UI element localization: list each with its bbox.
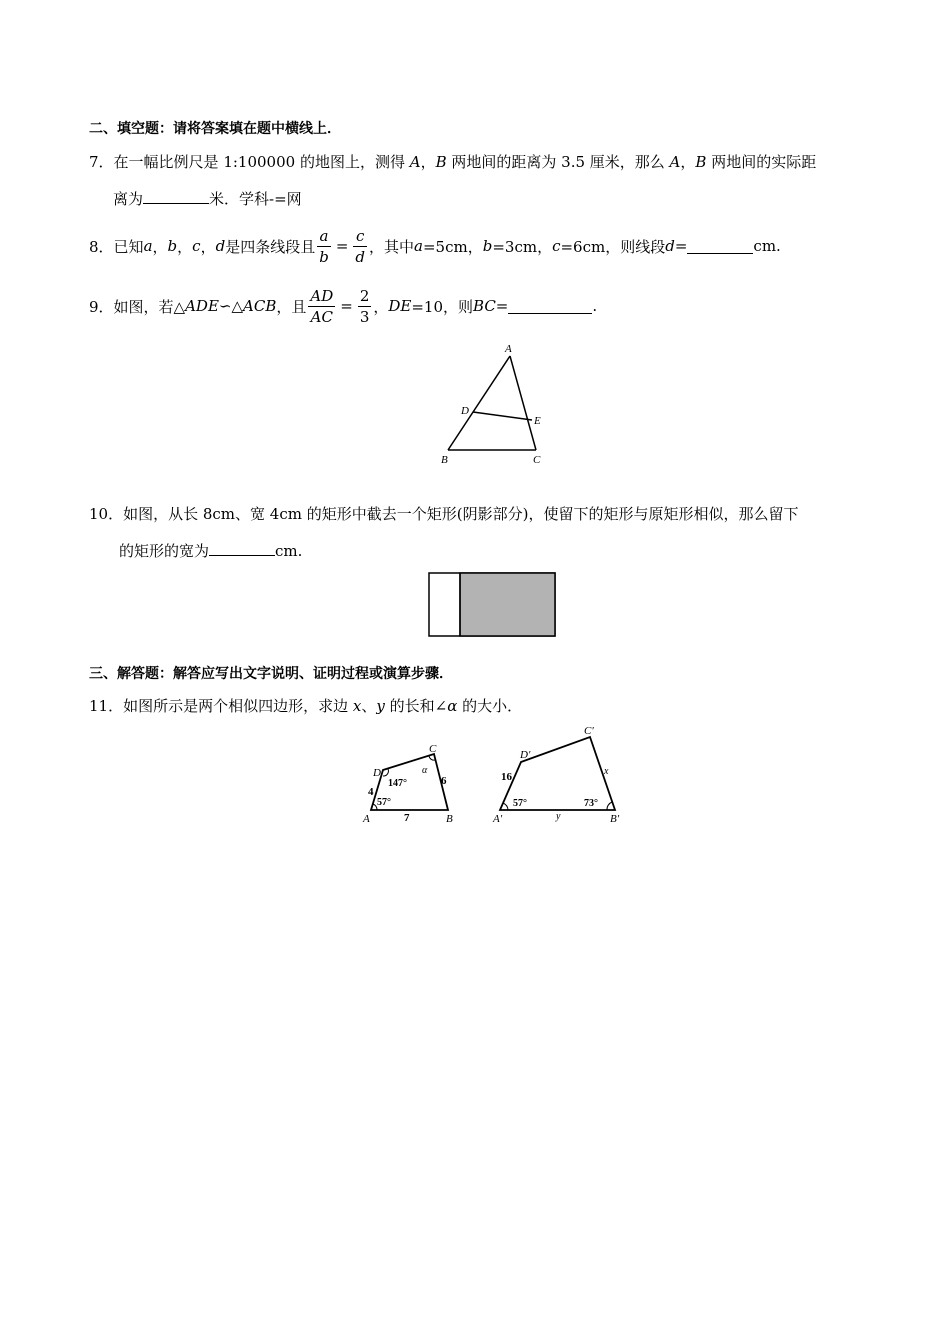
- side-7: 7: [404, 812, 410, 824]
- question-8: 8． 已知 a ， b ， c ， d 是四条线段且 $\frac{a}{b}$ = $\frac{c}{d}$ ，其中 a =5cm， b =3cm， c =6cm，则线段 d = cm.: [89, 226, 781, 266]
- quadrilateral-abcd: [362, 743, 453, 825]
- triangle-figure: [430, 338, 560, 470]
- question-7-line-2: 离为 米．学科-=网: [113, 190, 302, 208]
- answer-blank[interactable]: [209, 541, 275, 556]
- angle-alpha: α: [422, 765, 428, 776]
- question-number: 10．: [89, 505, 124, 523]
- section-3-heading: 三、解答题：解答应写出文字说明、证明过程或演算步骤．: [89, 666, 453, 682]
- question-9: 9． 如图，若△ ADE ∽△ ACB ，且 $\frac{AD}{AC}$ = $\frac{2}{3}$ ， DE =10，则 BC = .: [89, 286, 598, 326]
- label-b: B: [446, 813, 453, 825]
- answer-blank[interactable]: [508, 299, 592, 314]
- question-10-line-2: 的矩形的宽为 cm.: [119, 542, 303, 560]
- label-e: E: [534, 415, 541, 427]
- question-number: 8．: [89, 237, 114, 256]
- label-c: C: [429, 743, 437, 755]
- side-y: y: [556, 811, 561, 822]
- answer-blank[interactable]: [143, 189, 209, 204]
- label-a: A: [505, 343, 512, 355]
- side-x: x: [604, 766, 609, 777]
- side-6: 6: [441, 775, 447, 787]
- side-16: 16: [501, 771, 512, 783]
- fraction-ad-over-ac: $\frac{AD}{AC}$: [310, 286, 334, 326]
- rectangle-figure: [426, 571, 558, 639]
- label-b: B: [441, 454, 448, 466]
- quadrilateral-a-prime-b-prime-c-prime-d-prime: [492, 725, 620, 825]
- label-d-prime: D′: [520, 749, 531, 761]
- question-number: 9．: [89, 297, 114, 316]
- label-a: A: [363, 813, 370, 825]
- label-d: D: [373, 767, 381, 779]
- fraction-a-over-b: $\frac{a}{b}$: [319, 226, 329, 266]
- label-c: C: [533, 454, 541, 466]
- question-7-line-1: 7．在一幅比例尺是 1:100000 的地图上，测得 A，B 两地间的距离为 3.5 厘米，那么 A，B 两地间的实际距: [89, 153, 817, 171]
- angle-b-prime-73: 73°: [584, 798, 598, 809]
- question-number: 11．: [89, 697, 124, 715]
- section-2-heading: 二、填空题：请将答案填在题中横线上．: [89, 121, 341, 137]
- answer-blank[interactable]: [687, 239, 753, 254]
- side-ac: [510, 356, 536, 450]
- question-10-line-1: 10．如图，从长 8cm、宽 4cm 的矩形中截去一个矩形(阴影部分)，使留下的矩形与原矩形相似，那么留下: [89, 505, 799, 523]
- question-11: 11．如图所示是两个相似四边形，求边 x、y 的长和∠α 的大小．: [89, 697, 523, 715]
- fraction-c-over-d: $\frac{c}{d}$: [355, 226, 365, 266]
- label-d: D: [461, 405, 469, 417]
- shaded-rectangle: [460, 573, 555, 636]
- side-ab: [448, 356, 510, 450]
- label-c-prime: C′: [584, 725, 594, 737]
- fraction-two-thirds: $\frac{2}{3}$: [359, 286, 370, 326]
- segment-de: [473, 412, 532, 420]
- angle-a-57: 57°: [377, 797, 391, 808]
- question-number: 7．: [89, 153, 114, 171]
- side-4: 4: [368, 786, 374, 798]
- label-a-prime: A′: [493, 813, 503, 825]
- angle-a-prime-57: 57°: [513, 798, 527, 809]
- label-b-prime: B′: [610, 813, 620, 825]
- angle-d-147: 147°: [388, 778, 407, 789]
- similar-quadrilaterals-figure: [355, 722, 635, 828]
